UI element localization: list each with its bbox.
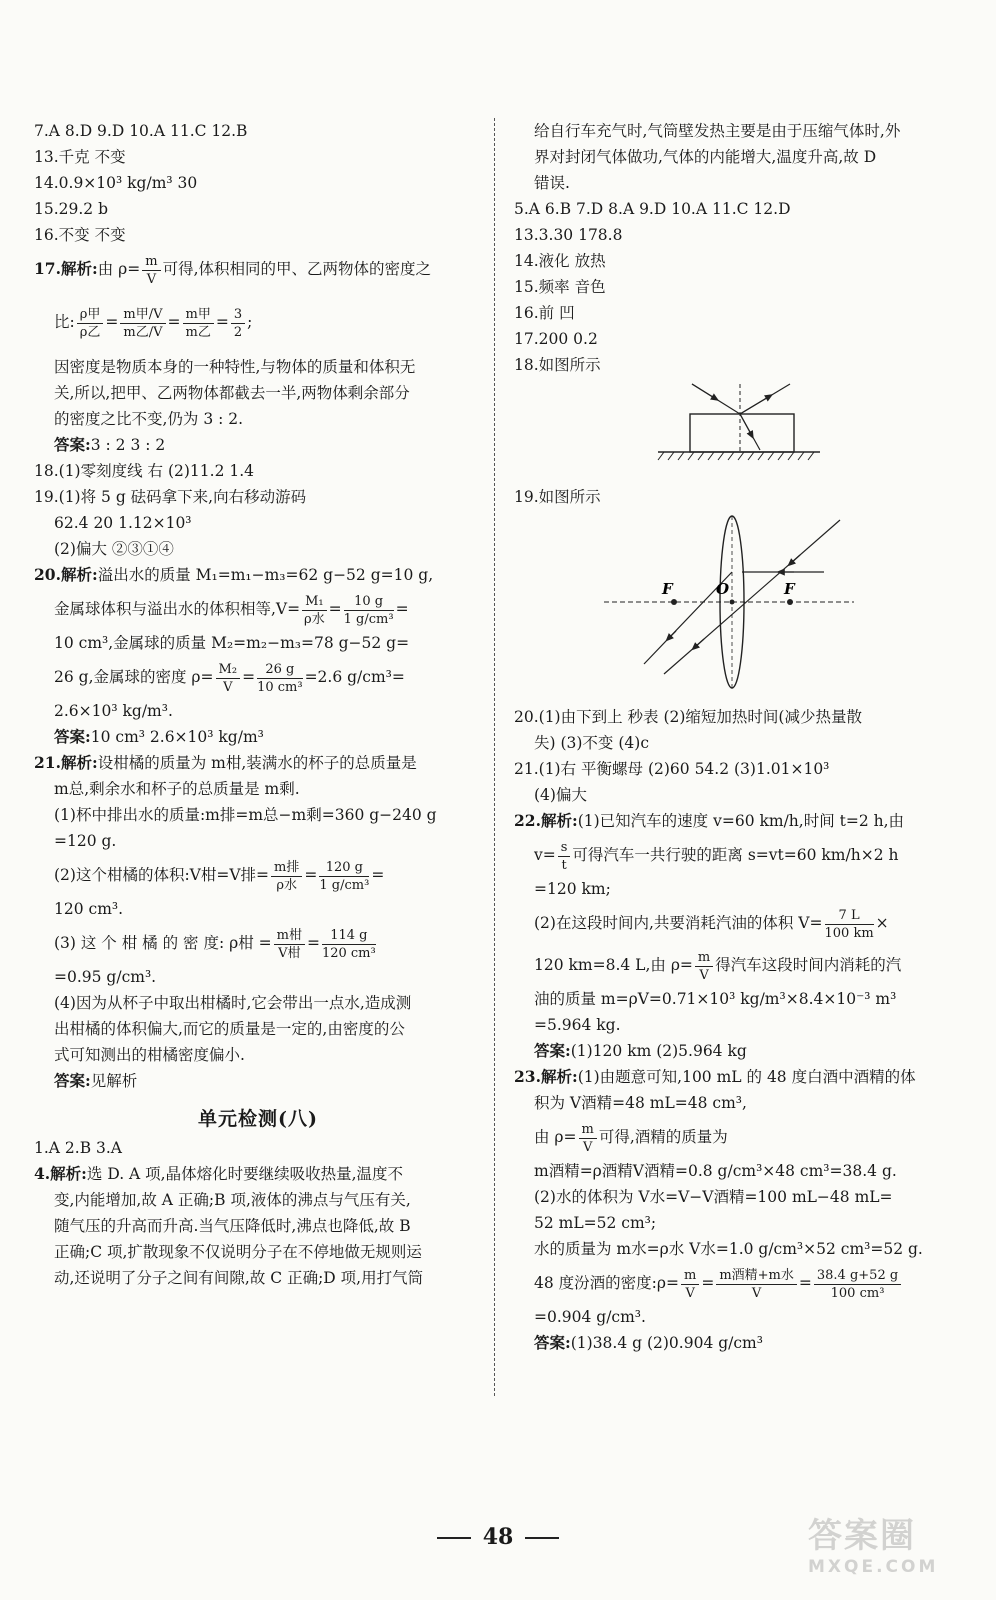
q21-line: 120 cm³. xyxy=(54,900,124,918)
q20-line: 2.6×10³ kg/m³. xyxy=(54,702,173,720)
q22-line: =120 km; xyxy=(534,880,611,898)
answer-line: (4)偏大 xyxy=(534,786,587,804)
fraction: $\frac{\text{m排}}{\text{ρ水}}$ xyxy=(271,859,302,894)
q22-line: 油的质量 m=ρV=0.71×10³ kg/m³×8.4×10⁻³ m³ xyxy=(534,990,897,1008)
fraction: $\frac{114 g}{\text{120 cm³}}$ xyxy=(321,927,376,961)
answer-line: 18.(1)零刻度线 右 (2)11.2 1.4 xyxy=(34,462,255,480)
answer-line: 16.不变 不变 xyxy=(34,226,126,244)
right-column xyxy=(514,118,964,1356)
answer-line: 13.千克 不变 xyxy=(34,148,126,166)
fraction: $\frac{\text{m甲}}{\text{m乙}}$ xyxy=(183,306,214,341)
fraction: $\frac{\text{M₂}}{V}$ xyxy=(216,661,241,696)
q17-text: 关,所以,把甲、乙两物体都截去一半,两物体剩余部分 xyxy=(54,384,410,402)
q23-line: 由 ρ= $\frac{m}{V}$ 可得,酒精的质量为 xyxy=(534,1121,728,1155)
q21-answer: 答案:见解析 xyxy=(54,1071,138,1090)
answer-line: 20.(1)由下到上 秒表 (2)缩短加热时间(减少热量散 xyxy=(514,708,862,726)
answer-line: 14.液化 放热 xyxy=(514,252,606,270)
answer-line: (2)偏大 ②③①④ xyxy=(54,540,174,558)
fraction: $\frac{\text{M₁}}{\text{ρ水}}$ xyxy=(304,593,325,627)
answer-line: 5.A 6.B 7.D 8.A 9.D 10.A 11.C 12.D xyxy=(514,200,791,218)
footer-dash xyxy=(525,1537,559,1539)
q20-line: 10 cm³,金属球的质量 M₂=m₂−m₃=78 g−52 g= xyxy=(54,634,410,652)
fraction: $\frac{10 g}{\text{1 g/cm³}}$ xyxy=(343,593,394,627)
q23-line: 48 度汾酒的密度:ρ= $\frac{m}{V}$ = $\frac{\text{m酒精+m水}}{V}$ = $\frac{38.4 g+52 g}{\text{100 cm³}}$ xyxy=(514,1262,964,1304)
q23-line: 积为 V酒精=48 mL=48 cm³, xyxy=(534,1094,747,1112)
focal-label: F xyxy=(784,580,795,598)
q21-line: (2)这个柑橘的体积:V柑=V排= $\frac{\text{m排}}{\text{ρ水}}$ = $\frac{120 g}{\text{1 g/cm³}}$ = xyxy=(54,859,385,893)
q21-line: 出柑橘的体积偏大,而它的质量是一定的,由密度的公 xyxy=(54,1020,405,1038)
q20-answer: 答案:10 cm³ 2.6×10³ kg/m³ xyxy=(54,727,264,746)
q21-line: (4)因为从杯子中取出柑橘时,它会带出一点水,造成测 xyxy=(54,994,412,1012)
lens-diagram xyxy=(604,514,964,698)
lens-svg xyxy=(604,514,854,694)
q17-text: 的密度之比不变,仍为 3 : 2. xyxy=(54,410,244,428)
q20-line: 金属球体积与溢出水的体积相等,V= $\frac{\text{M₁}}{\text{ρ水}}$ = $\frac{10 g}{\text{1 g/cm³}}$ = xyxy=(54,593,409,627)
fraction: $\frac{m}{V}$ xyxy=(579,1121,597,1156)
center-label: O xyxy=(716,580,730,598)
answer-line: 19.如图所示 xyxy=(514,488,601,506)
answer-line: 14.0.9×10³ kg/m³ 30 xyxy=(34,174,198,192)
q4-line: 随气压的升高而升高.当气压降低时,沸点也降低,故 B xyxy=(54,1217,411,1235)
q17-answer: 答案:3 : 2 3 : 2 xyxy=(54,435,166,454)
q23-line: 52 mL=52 cm³; xyxy=(534,1214,657,1232)
answer-line: 13.3.30 178.8 xyxy=(514,226,623,244)
focal-label: F xyxy=(662,580,673,598)
q22-line: v= $\frac{s}{t}$ 可得汽车一共行驶的距离 s=vt=60 km/h×2 h xyxy=(534,839,899,873)
q21-line: 21.解析:设柑橘的质量为 m柑,装满水的杯子的总质量是 xyxy=(34,753,417,772)
fraction: $\frac{\text{m甲/V}}{\text{m乙/V}}$ xyxy=(120,306,165,341)
fraction: $\frac{38.4 g+52 g}{\text{100 cm³}}$ xyxy=(814,1267,901,1302)
footer-dash xyxy=(437,1537,471,1539)
q4-continued: 错误. xyxy=(534,174,570,192)
answer-line: 18.如图所示 xyxy=(514,356,601,374)
answer-line: 15.29.2 b xyxy=(34,200,109,218)
fraction: $\frac{\text{m柑}}{\text{V柑}}$ xyxy=(274,927,305,962)
q23-line: (2)水的体积为 V水=V−V酒精=100 mL−48 mL= xyxy=(534,1188,893,1206)
answer-line: 21.(1)右 平衡螺母 (2)60 54.2 (3)1.01×10³ xyxy=(514,760,830,778)
fraction: $\frac{s}{t}$ xyxy=(558,839,571,874)
q22-answer: 答案:(1)120 km (2)5.964 kg xyxy=(534,1041,747,1060)
refraction-svg xyxy=(594,382,854,474)
fraction: $\frac{7 L}{100 km}$ xyxy=(824,907,874,941)
fraction: $\frac{120 g}{\text{1 g/cm³}}$ xyxy=(319,859,370,893)
q20-line: 20.解析:溢出水的质量 M₁=m₁−m₃=62 g−52 g=10 g, xyxy=(34,565,434,584)
q4-continued: 界对封闭气体做功,气体的内能增大,温度升高,故 D xyxy=(534,148,877,166)
q23-line: m酒精=ρ酒精V酒精=0.8 g/cm³×48 cm³=38.4 g. xyxy=(534,1162,897,1180)
column-divider xyxy=(494,118,495,1396)
fraction: $\frac{26 g}{\text{10 cm³}}$ xyxy=(257,661,303,695)
q23-answer: 答案:(1)38.4 g (2)0.904 g/cm³ xyxy=(534,1333,763,1352)
q4-line: 动,还说明了分子之间有间隙,故 C 正确;D 项,用打气筒 xyxy=(54,1269,424,1287)
q23-line: 水的质量为 m水=ρ水 V水=1.0 g/cm³×52 cm³=52 g. xyxy=(534,1240,923,1258)
q21-line: =120 g. xyxy=(54,832,117,850)
q22-line: =5.964 kg. xyxy=(534,1016,621,1034)
q17-line: 17.解析:由 ρ= $\frac{m}{V}$ 可得,体积相同的甲、乙两物体的密度之 xyxy=(34,253,431,287)
answer-line: 62.4 20 1.12×10³ xyxy=(54,514,192,532)
fraction: $\frac{\text{m酒精+m水}}{V}$ xyxy=(716,1267,797,1302)
answer-line: 7.A 8.D 9.D 10.A 11.C 12.B xyxy=(34,122,248,140)
fraction: $\frac{3}{2}$ xyxy=(231,306,245,341)
answer-line: 17.200 0.2 xyxy=(514,330,598,348)
fraction: $\frac{m}{V}$ xyxy=(695,949,713,984)
q21-line: (3) 这 个 柑 橘 的 密 度: ρ柑 = $\frac{\text{m柑}}{\text{V柑}}$ = $\frac{114 g}{\text{120 cm³}}$ xyxy=(54,927,376,961)
q20-line: 26 g,金属球的密度 ρ= $\frac{\text{M₂}}{V}$ = $\frac{26 g}{\text{10 cm³}}$ =2.6 g/cm³= xyxy=(54,661,405,695)
watermark-logo: 答案圈 MXQE.COM xyxy=(808,1516,939,1577)
answer-line: 1.A 2.B 3.A xyxy=(34,1139,122,1157)
q21-line: 式可知测出的柑橘密度偏小. xyxy=(54,1046,245,1064)
fraction: $\frac{\text{ρ甲}}{\text{ρ乙}}$ xyxy=(77,306,104,341)
q17-text: 因密度是物质本身的一种特性,与物体的质量和体积无 xyxy=(54,358,416,376)
q4-continued: 给自行车充气时,气筒壁发热主要是由于压缩气体时,外 xyxy=(534,122,901,140)
page-number: 48 xyxy=(482,1524,514,1550)
fraction: $\frac{m}{V}$ xyxy=(681,1267,699,1302)
answer-line: 失) (3)不变 (4)c xyxy=(534,734,649,752)
q4-line: 正确;C 项,扩散现象不仅说明分子在不停地做无规则运 xyxy=(54,1243,422,1261)
q17-ratio: 比: $\frac{\text{ρ甲}}{\text{ρ乙}}$ = $\frac{\text{m甲/V}}{\text{m乙/V}}$ = $\frac{\text{m甲}}{\text{m乙}}$ = $\frac{3}{2}$ ; xyxy=(54,306,253,340)
q4-line: 变,内能增加,故 A 正确;B 项,液体的沸点与气压有关, xyxy=(54,1191,411,1209)
fraction: $\frac{m}{V}$ xyxy=(142,253,160,288)
q4-line: 4.解析:选 D. A 项,晶体熔化时要继续吸收热量,温度不 xyxy=(34,1164,404,1183)
left-column xyxy=(34,118,482,1291)
q22-line: (2)在这段时间内,共要消耗汽油的体积 V= $\frac{7 L}{100 km}$ × xyxy=(534,907,889,941)
q22-line: 22.解析:(1)已知汽车的速度 v=60 km/h,时间 t=2 h,由 xyxy=(514,811,905,830)
q21-line: m总,剩余水和杯子的总质量是 m剩. xyxy=(54,780,300,798)
q23-line: =0.904 g/cm³. xyxy=(534,1308,646,1326)
refraction-diagram xyxy=(594,382,964,478)
q21-line: (1)杯中排出水的质量:m排=m总−m剩=360 g−240 g xyxy=(54,806,437,824)
q23-line: 23.解析:(1)由题意可知,100 mL 的 48 度白酒中酒精的体 xyxy=(514,1067,916,1086)
q21-line: =0.95 g/cm³. xyxy=(54,968,157,986)
answer-line: 15.频率 音色 xyxy=(514,278,606,296)
section-title: 单元检测(八) xyxy=(198,1108,318,1130)
answer-line: 16.前 凹 xyxy=(514,304,575,322)
q22-line: 120 km=8.4 L,由 ρ= $\frac{m}{V}$ 得汽车这段时间内消耗的汽 xyxy=(534,949,902,983)
answer-line: 19.(1)将 5 g 砝码拿下来,向右移动游码 xyxy=(34,488,307,506)
